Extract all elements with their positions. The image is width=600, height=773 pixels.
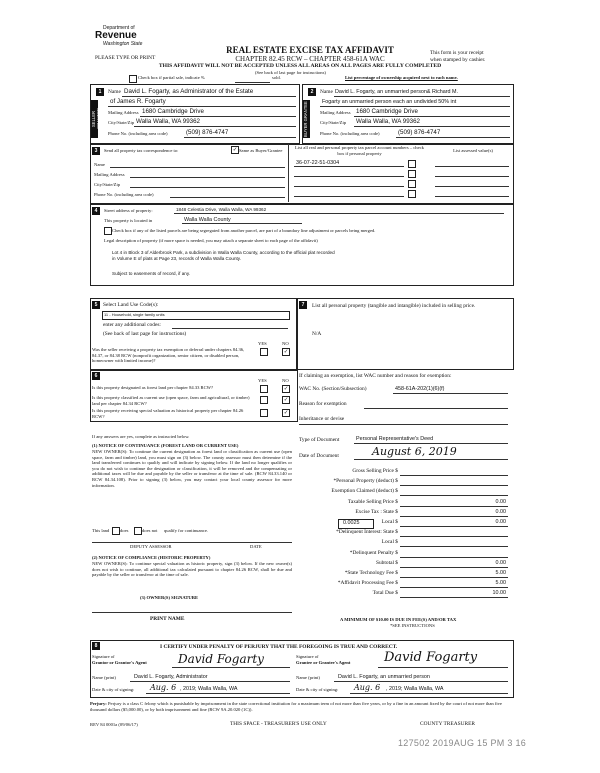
tax-row-value[interactable]: 0.00 xyxy=(495,498,506,505)
street-label: Street address of property: xyxy=(104,208,153,213)
same-as-buyer-checkbox[interactable]: ✓ xyxy=(232,147,238,153)
s6-q2-yes-checkbox[interactable] xyxy=(260,396,268,404)
list-pct: List percentage of ownership acquired next to each name. xyxy=(345,75,458,80)
does-not-checkbox[interactable] xyxy=(134,527,142,535)
notice-2-title: (2) NOTICE OF COMPLIANCE (HISTORIC PROPERTY) xyxy=(92,555,211,560)
s6-q3: Is this property receiving special valuation as historical property per chapter 84.26 RCW? xyxy=(92,408,244,419)
send-to-label: Send all property tax correspondence to: xyxy=(104,148,179,153)
located-county[interactable]: Walla Walla County xyxy=(184,217,231,223)
parcel-number[interactable]: 36-07-22-51-0304 xyxy=(296,160,340,166)
buyer-label: BUYER GRANTEE xyxy=(303,101,308,137)
s6-q1: Is this property designated as forest land per chapter 84.33 RCW? xyxy=(92,385,214,390)
s3-phone-label: Phone No. (including area code) xyxy=(94,192,154,197)
tax-row-label: Taxable Selling Price $ xyxy=(347,498,398,505)
segregated-checkbox[interactable] xyxy=(104,227,112,235)
form-warning: THIS AFFIDAVIT WILL NOT BE ACCEPTED UNLESS ALL AREAS ON ALL PAGES ARE FULLY COMPLETED xyxy=(158,63,442,69)
personal-property-checkbox-1[interactable] xyxy=(408,160,416,168)
partial-sale-label: Check box if partial sale, indicate % xyxy=(138,75,205,80)
tax-row-label: Local $ xyxy=(381,519,398,525)
s3-name-label: Name xyxy=(94,162,105,167)
doc-date-label: Date of Document xyxy=(299,453,339,459)
s5-see-back: (See back of last page for instructions) xyxy=(103,331,187,337)
land-does-label: This land xyxy=(92,528,110,533)
s5-no-checkbox[interactable]: ✓ xyxy=(283,349,289,355)
seller-city-label: City/State/Zip xyxy=(108,120,135,125)
s6-q3-no-checkbox[interactable]: ✓ xyxy=(283,410,289,416)
personal-property-na[interactable]: N/A xyxy=(312,331,322,337)
seller-name-label: Name xyxy=(108,89,121,95)
buyer-city-label: City/State/Zip xyxy=(320,120,347,125)
perjury-text: Perjury is a class C felony which is punishable by imprisonment in the state correctional institution for a maximum term of not more than five years, or by a fine in an amount fixed by the court of not more than five thousand dollars ($5,000.00), or by both imprisonment and fine (RCW 9A.20.020 (1C)). xyxy=(90,701,502,712)
tax-row-label: *Delinquent Interest: State $ xyxy=(336,529,398,536)
notice-1-title: (1) NOTICE OF CONTINUANCE (FOREST LAND OR CURRENT USE) xyxy=(92,443,239,448)
seller-city[interactable]: Walla Walla, WA 99362 xyxy=(136,118,200,125)
legal-line-2[interactable]: in Volume E of plats at Page 23, records of Walla Walla County. xyxy=(112,256,242,261)
s5-exemption-question: Was the seller receiving a property tax exemption or deferral under chapters 84.36, 84.37, or 84.38 RCW (nonprofit organization, senior citizen, or disabled person, homeowner with limited income)? xyxy=(92,347,245,364)
section-6-number: 6 xyxy=(92,372,100,380)
form-revision: REV 84 0001a (09/06/17) xyxy=(90,722,138,727)
see-back: (See back of last page for instructions) xyxy=(255,70,326,75)
grantor-date-handwritten[interactable]: Aug. 6 xyxy=(150,683,177,692)
personal-property-checkbox-4[interactable] xyxy=(408,190,416,198)
grantor-signature[interactable]: David Fogarty xyxy=(178,652,264,666)
tax-row-label: Excise Tax : State $ xyxy=(355,508,398,515)
tax-row-label: *State Technology Fee $ xyxy=(344,570,398,576)
land-use-label: Select Land Use Code(s): xyxy=(103,302,159,308)
grantor-sig-label-1: Signature of xyxy=(92,654,115,659)
assessed-header: List assessed value(s) xyxy=(453,148,493,153)
personal-property-text: List all personal property (tangible and intangible) included in selling price. xyxy=(312,303,476,309)
does-label: does xyxy=(120,528,129,533)
grantor-name-label: Name (print) xyxy=(92,675,116,680)
seller-name-1[interactable]: David L. Fogarty, as Administrator of the Estate xyxy=(124,88,254,95)
buyer-city[interactable]: Walla Walla, WA 99362 xyxy=(356,118,420,125)
additional-codes-label: enter any additional codes: xyxy=(103,322,161,328)
grantee-date-handwritten[interactable]: Aug. 6 xyxy=(354,683,381,692)
grantee-signature[interactable]: David Fogarty xyxy=(384,650,478,665)
s6-yes: YES xyxy=(258,378,267,383)
dept-logo xyxy=(95,25,155,47)
exemption-claim-label: If claiming an exemption, list WAC number and reason for exemption: xyxy=(299,373,452,379)
minimum-due: A MINIMUM OF $10.00 IS DUE IN FEE(S) AND/OR TAX xyxy=(340,617,457,622)
partial-sale-checkbox[interactable] xyxy=(129,75,137,83)
deputy-date-label: DATE xyxy=(250,544,262,549)
section-4-number: 4 xyxy=(92,207,100,215)
section-7-number: 7 xyxy=(299,301,307,309)
legal-label: Legal description of property (if more space is needed, you may attach a separate sheet to each page of the affidavit) xyxy=(104,238,318,243)
tax-row-label: Subtotal $ xyxy=(375,559,398,566)
perjury-bold: Perjury: xyxy=(90,701,107,706)
s6-no: NO xyxy=(282,378,289,383)
buyer-phone-label: Phone No. (including area code) xyxy=(320,131,380,136)
section-5-number: 5 xyxy=(92,301,100,309)
treasurer-use: THIS SPACE - TREASURER'S USE ONLY xyxy=(230,721,327,727)
same-as-buyer-label: Same as Buyer/Grantee xyxy=(239,148,283,153)
wac-number[interactable]: 458-61A-202(1)(6)(f) xyxy=(395,386,445,392)
grantee-name-label: Name (print) xyxy=(296,675,320,680)
tax-row-label: *Affidavit Processing Fee $ xyxy=(337,580,398,587)
seller-mailing-label: Mailing Address xyxy=(108,110,139,115)
seller-phone-label: Phone No. (including area code) xyxy=(108,131,168,136)
grantee-sig-label-2: Grantee or Grantee's Agent xyxy=(296,660,351,665)
wac-label: WAC No. (Section/Subsection) xyxy=(299,386,367,392)
s6-q2: Is this property classified as current use (open space, farm and agricultural, or timber) land per chapter 84.34 RCW? xyxy=(92,395,250,406)
seller-name-2[interactable]: of James R. Fogarty xyxy=(110,98,166,105)
does-checkbox[interactable] xyxy=(112,527,120,535)
deputy-assessor-label: DEPUTY ASSESSOR xyxy=(130,544,172,549)
buyer-mailing[interactable]: 1680 Cambridge Drive xyxy=(356,108,418,115)
treasurer-stamp: 127502 2019AUG 15 PM 3 16 xyxy=(398,738,527,748)
form-title: REAL ESTATE EXCISE TAX AFFIDAVIT xyxy=(226,45,394,55)
perjury-notice xyxy=(90,701,512,712)
grantee-sig-label-1: Signature of xyxy=(296,654,319,659)
buyer-phone[interactable]: (509) 876-4747 xyxy=(398,129,441,136)
notice-1-text: NEW OWNER(S): To continue the current designation as forest land or classification as current use (open space, farm and timber) land, you must sign on (3) below. The county assessor must then determine if the land transferred continues to qualify and will indicate by signing below. If the land no longer qualifies or you do not wish to continue the designation or classification, it will be removed and the compensating or additional taxes will be due and payable by the seller or transferor at the time of sale. (RCW 84.33.140 or RCW 84.34.108). Prior to signing (3) below, you may contact your local county assessor for more information. xyxy=(92,449,292,488)
buyer-mailing-label: Mailing Address xyxy=(320,110,351,115)
s6-q2-no-checkbox[interactable]: ✓ xyxy=(283,397,289,403)
owner-signature-label: (3) OWNER(S) SIGNATURE xyxy=(140,595,199,600)
notice-2-text: NEW OWNER(S): To continue special valuation as historic property, sign (3) below. If the new owner(s) does not wish to continue, all additional tax calculated pursuant to chapter 84.26 RCW, shall be due and payable by the seller or transferor at the time of sale. xyxy=(92,561,292,578)
grantor-date-label: Date & city of signing: xyxy=(92,687,135,692)
segregated-label: Check box if any of the listed parcels are being segregated from another parcel, are part of a boundary line adjustment or parcels being merged. xyxy=(112,228,376,233)
form-chapter: CHAPTER 82.45 RCW – CHAPTER 458-61A WAC xyxy=(235,55,385,63)
s3-city-label: City/State/Zip xyxy=(94,182,121,187)
grantee-date-label: Date & city of signing: xyxy=(296,687,339,692)
s3-mailing-label: Mailing Address xyxy=(94,172,125,177)
street-address[interactable]: 1848 Celestia Drive, Walla Walla, WA 99362 xyxy=(176,207,267,212)
grantor-sig-label-2: Grantor or Grantor's Agent xyxy=(92,660,147,665)
tax-row-label: *Personal Property (deduct) $ xyxy=(333,478,398,485)
seller-label: SELLER GRANTOR xyxy=(91,100,98,138)
grantee-date-city[interactable]: , 2019; Walla Walla, WA xyxy=(386,686,444,692)
qualify-label: qualify for continuance. xyxy=(164,528,209,533)
receipt-line1: This form is your receipt xyxy=(430,50,484,56)
tax-row-value[interactable]: 0.00 xyxy=(495,519,506,525)
please-type: PLEASE TYPE OR PRINT xyxy=(95,55,156,61)
tax-row-label: Gross Selling Price $ xyxy=(352,468,398,474)
tax-row-label: Local $ xyxy=(381,539,398,546)
personal-property-checkbox-2[interactable] xyxy=(408,170,416,178)
reason-label: Reason for exemption xyxy=(299,401,347,407)
grantee-name[interactable]: David L. Fogarty, an unmarried person xyxy=(338,674,430,680)
sold-label: sold. xyxy=(272,75,281,80)
section-1-number: 1 xyxy=(96,88,104,96)
tax-row-label: *Delinquent Penalty $ xyxy=(349,549,398,556)
dept-line1: Department of xyxy=(103,25,135,31)
doc-type[interactable]: Personal Representative's Deed xyxy=(356,436,434,442)
tax-row-label: Exemption Claimed (deduct) $ xyxy=(331,488,398,495)
does-not-label: does not xyxy=(142,528,158,533)
section-8-number: 8 xyxy=(92,642,100,650)
land-use-value: 11 - Household, single family units xyxy=(104,312,165,317)
dept-line3: Washington State xyxy=(103,41,143,47)
buyer-name-2[interactable]: Fogarty an unmarried person each an undivided 50% int xyxy=(322,99,457,105)
section-2-number: 2 xyxy=(308,88,316,96)
doc-date[interactable]: August 6, 2019 xyxy=(372,445,457,458)
s6-q3-yes-checkbox[interactable] xyxy=(260,409,268,417)
doc-type-label: Type of Document xyxy=(299,437,340,443)
local-rate[interactable]: 0.0025 xyxy=(343,520,360,526)
s5-no: NO xyxy=(282,341,289,346)
tax-row-value[interactable]: 10.00 xyxy=(492,590,506,597)
section-3-number: 3 xyxy=(92,147,100,155)
seller-mailing[interactable]: 1680 Cambridge Drive xyxy=(142,108,204,115)
grantor-date-city[interactable]: , 2019; Walla Walla, WA xyxy=(180,686,238,692)
buyer-name-label: Name xyxy=(320,89,333,95)
certify-statement: I CERTIFY UNDER PENALTY OF PERJURY THAT THE FOREGOING IS TRUE AND CORRECT. xyxy=(160,644,398,650)
personal-property-checkbox-3[interactable] xyxy=(408,180,416,188)
s5-yes: YES xyxy=(258,341,267,346)
tax-row-value[interactable]: 0.00 xyxy=(495,559,506,566)
receipt-line2: when stamped by cashier. xyxy=(430,57,486,63)
county-treasurer: COUNTY TREASURER xyxy=(420,721,475,727)
grantor-name[interactable]: David L. Fogarty, Administrator xyxy=(134,674,208,680)
s6-q1-no-checkbox[interactable]: ✓ xyxy=(283,386,289,392)
seller-phone[interactable]: (509) 876-4747 xyxy=(186,129,229,136)
tax-row-label: Total Due $ xyxy=(372,590,398,597)
easements[interactable]: Subject to easements of record, if any. xyxy=(112,271,191,276)
tax-row-value[interactable]: 0.00 xyxy=(495,508,506,515)
exemption-reason[interactable]: Inheritance or devise xyxy=(299,416,345,422)
located-label: This property is located in xyxy=(104,218,153,223)
print-name-label: PRINT NAME xyxy=(150,616,185,622)
tax-row-value[interactable]: 5.00 xyxy=(495,580,506,587)
s6-q1-yes-checkbox[interactable] xyxy=(260,385,268,393)
parcel-header: List all real and personal property tax parcel account numbers – check box if personal property xyxy=(295,145,424,156)
s5-yes-checkbox[interactable] xyxy=(260,348,268,356)
buyer-name-1[interactable]: David L. Fogarty, an unmarried person& Richard M. xyxy=(335,89,459,95)
see-instructions: *SEE INSTRUCTIONS xyxy=(390,623,435,628)
tax-row-value[interactable]: 5.00 xyxy=(495,570,506,576)
dept-line2: Revenue xyxy=(95,30,137,41)
answer-yes-note: If any answers are yes, complete as instructed below. xyxy=(92,434,190,439)
legal-line-1[interactable]: Lot 4 in Block 3 of Alderbrook Park, a subdivision in Walla Walla County, according to the official plat recorded xyxy=(112,250,335,255)
